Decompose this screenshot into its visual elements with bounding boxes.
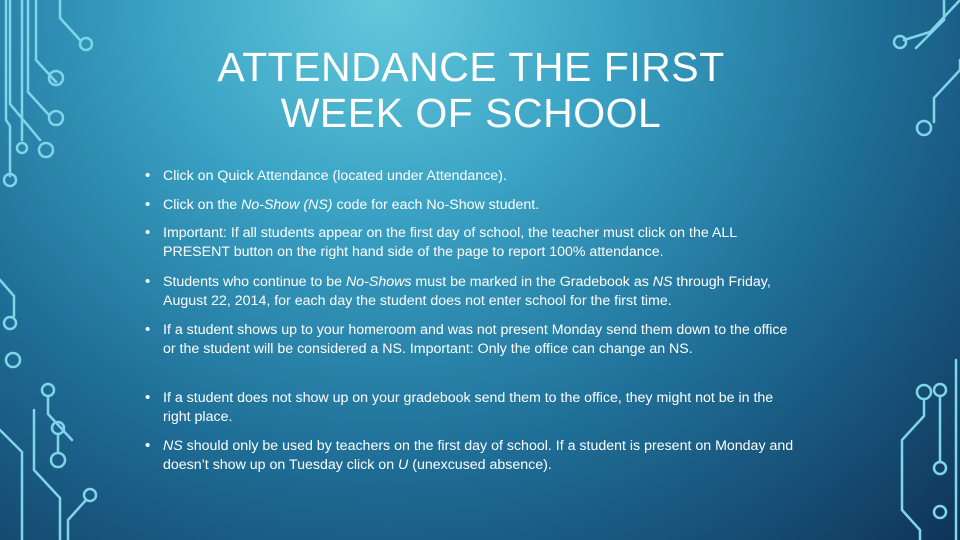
bullet-text	[163, 389, 803, 427]
bullet-glyph: •	[145, 167, 151, 184]
bullet-text-italic: NS	[163, 438, 183, 454]
bullet-glyph: •	[145, 389, 151, 406]
bullet-text-run: Important: If all students appear on the first day of school, the teacher must click on the ALL PRESENT button on the right hand side of the page to report 100% attendance.	[163, 225, 737, 260]
bullet-glyph: •	[145, 273, 151, 290]
bullet-item	[145, 273, 815, 311]
bullet-text-italic: No-Show (NS)	[241, 197, 333, 213]
slide-title	[180, 44, 762, 136]
bullet-item	[145, 167, 815, 186]
bullet-glyph: •	[145, 321, 151, 338]
title-line-2: WEEK OF SCHOOL	[280, 90, 662, 136]
bullet-text-run: should only be used by teachers on the first day of school. If a student is present on Monday and doesn’t show up on Tuesday click on	[163, 438, 794, 473]
bullet-text-run: If a student does not show up on your gradebook send them to the office, they might not be in the right place.	[163, 390, 774, 425]
bullet-text-run: must be marked in the Gradebook as	[411, 274, 653, 290]
bullet-item	[145, 321, 815, 359]
bullet-text	[163, 224, 803, 262]
bullet-item	[145, 196, 815, 215]
bullet-text-italic: No-Shows	[346, 274, 412, 290]
bullet-text	[163, 167, 803, 186]
bullet-text	[163, 196, 803, 215]
bullet-glyph: •	[145, 224, 151, 241]
bullet-text-run: If a student shows up to your homeroom and was not present Monday send them down to the office or the student will be considered a NS. Important: Only the office can change an NS.	[163, 322, 788, 357]
bullet-text-italic: U	[398, 457, 409, 473]
bullet-text-italic: NS	[652, 274, 673, 290]
bullet-text-run: through Friday, August 22, 2014, for each day the student does not enter school for the first time.	[163, 274, 771, 309]
bullet-item	[145, 437, 815, 475]
bullet-text	[163, 437, 803, 475]
bullet-glyph: •	[145, 196, 151, 213]
bullet-text-run: (unexcused absence).	[408, 457, 552, 473]
bullet-text	[163, 321, 803, 359]
bullet-text-run: Click on the	[163, 197, 242, 213]
bullet-item	[145, 389, 815, 427]
bullet-text-run: code for each No-Show student.	[332, 197, 540, 213]
bullet-text-run: Click on Quick Attendance (located under Attendance).	[163, 168, 507, 184]
bullet-item	[145, 224, 815, 262]
title-line-1: ATTENDANCE THE FIRST	[217, 44, 725, 90]
bullet-text	[163, 273, 803, 311]
bullet-glyph: •	[145, 437, 151, 454]
bullet-text-run: Students who continue to be	[163, 274, 346, 290]
